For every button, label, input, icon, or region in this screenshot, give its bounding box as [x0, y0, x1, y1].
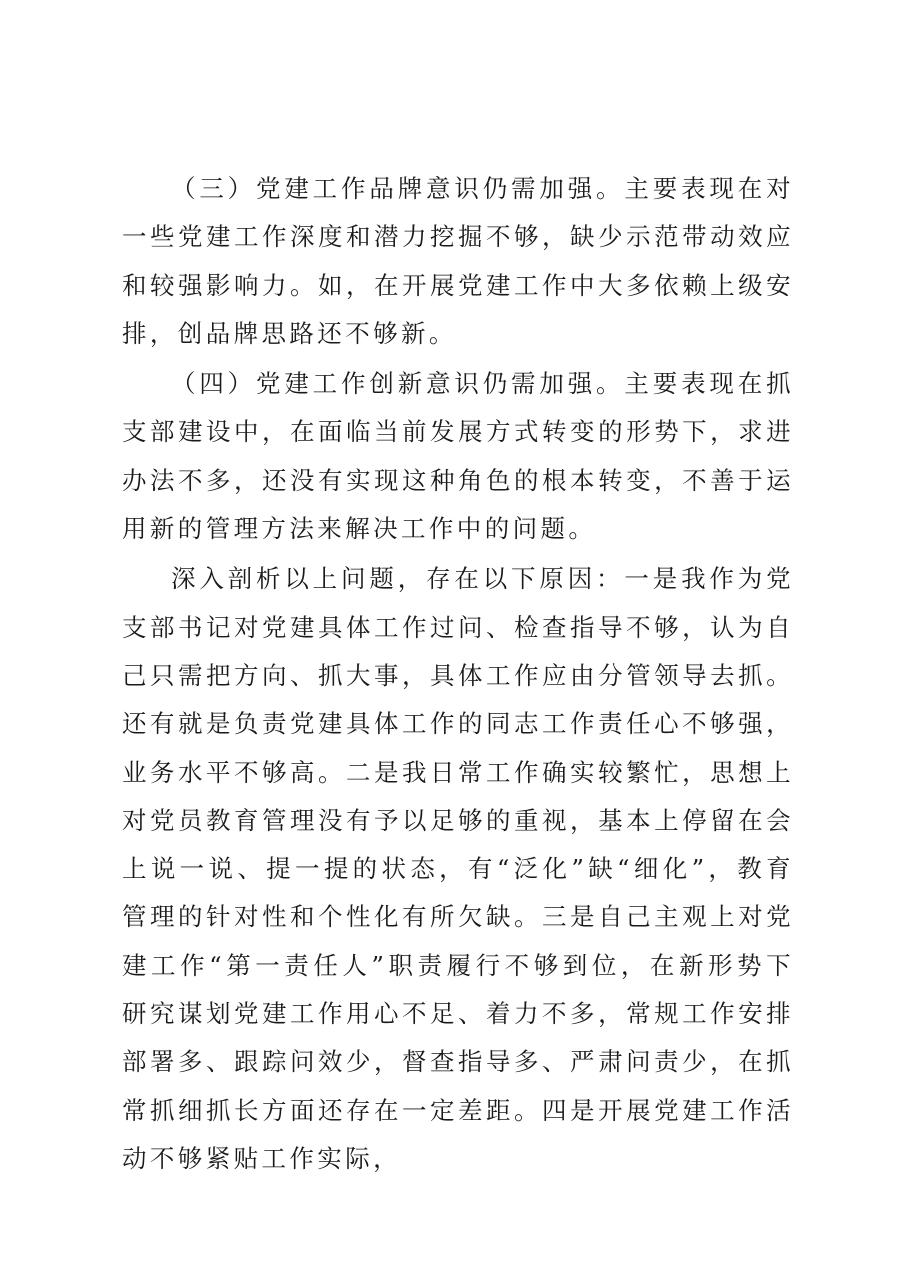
document-body	[122, 165, 794, 1185]
paragraph-innovation-awareness: （四）党建工作创新意识仍需加强。主要表现在抓支部建设中，在面临当前发展方式转变的形势下，求进办法不多，还没有实现这种角色的根本转变，不善于运用新的管理方法来解决工作中的问题。	[122, 369, 794, 544]
paragraph-brand-awareness: （三）党建工作品牌意识仍需加强。主要表现在对一些党建工作深度和潜力挖掘不够，缺少示范带动效应和较强影响力。如，在开展党建工作中大多依赖上级安排，创品牌思路还不够新。	[122, 174, 794, 348]
paragraph-cause-analysis: 深入剖析以上问题，存在以下原因：一是我作为党支部书记对党建具体工作过问、检查指导不够，认为自己只需把方向、抓大事，具体工作应由分管领导去抓。还有就是负责党建具体工作的同志工作责任心不够强，业务水平不够高。二是我日常工作确实较繁忙，思想上对党员教育管理没有予以足够的重视，基本上停留在会上说一说、提一提的状态，有“泛化”缺“细化”，教育管理的针对性和个性化有所欠缺。三是自己主观上对党建工作“第一责任人”职责履行不够到位，在新形势下研究谋划党建工作用心不足、着力不多，常规工作安排部署多、跟踪问效少，督查指导多、严肃问责少，在抓常抓细抓长方面还存在一定差距。四是开展党建工作活动不够紧贴工作实际，	[122, 564, 794, 1173]
